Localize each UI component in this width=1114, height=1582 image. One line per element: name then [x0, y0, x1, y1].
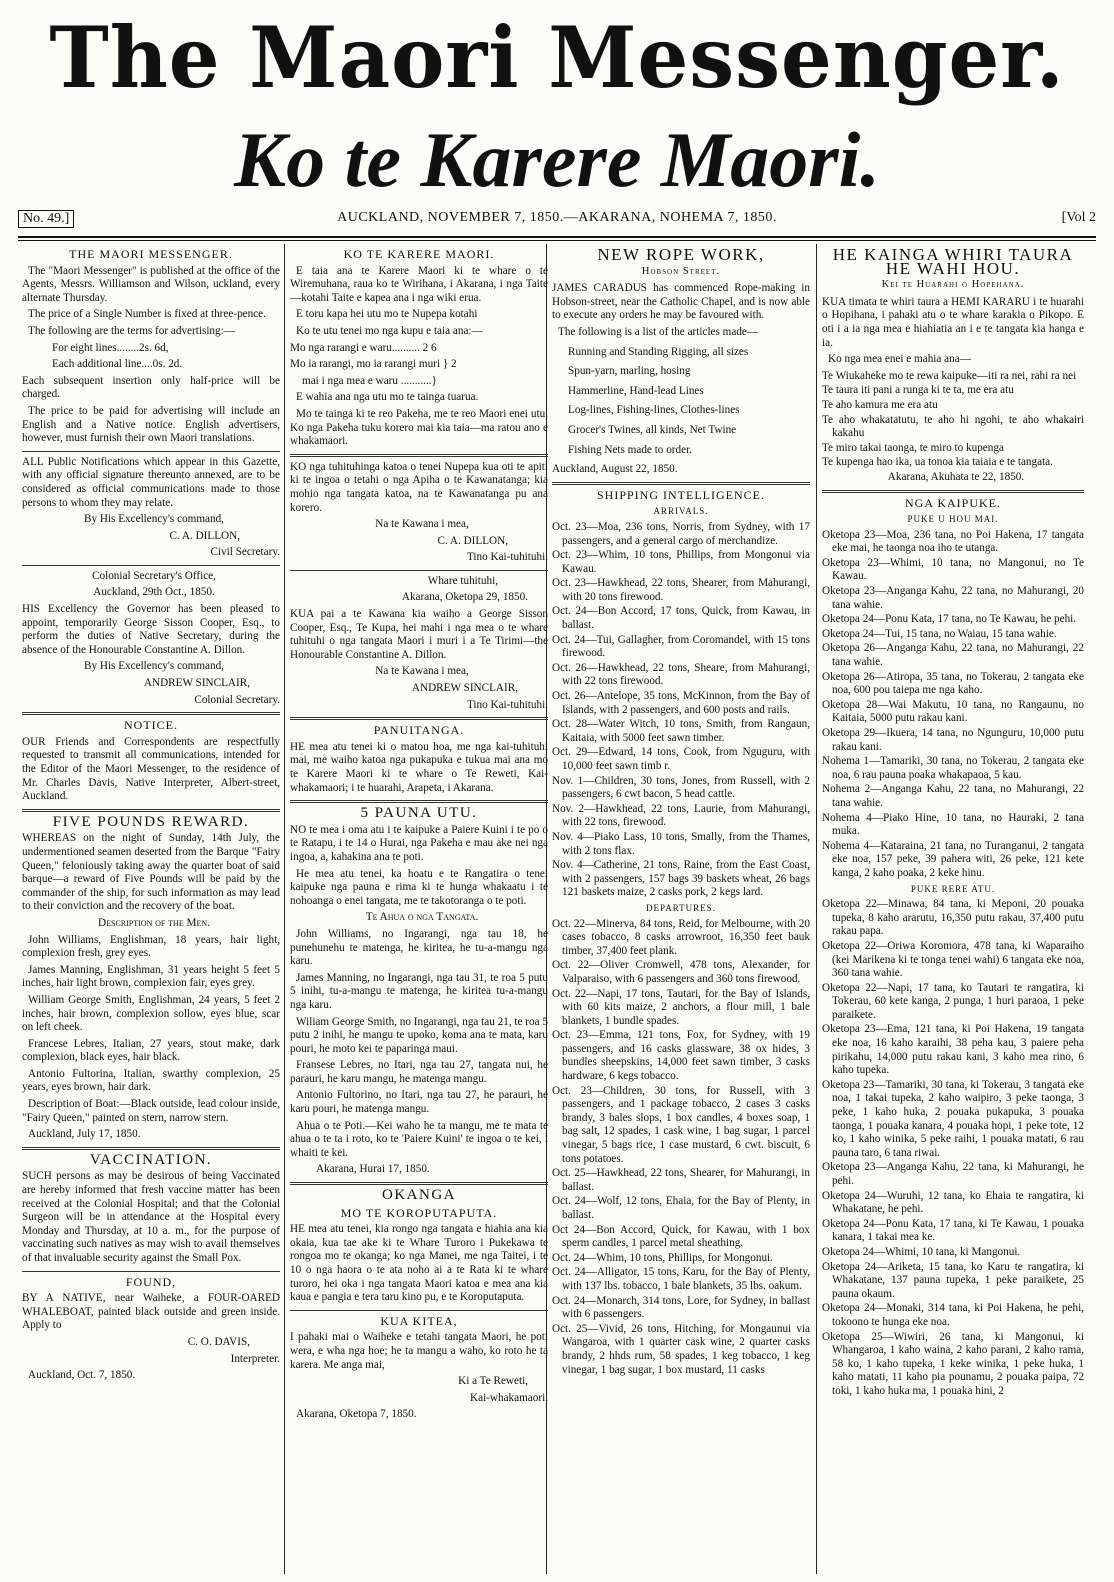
section-heading: KO TE KARERE MAORI. — [343, 247, 495, 261]
section-heading: VACCINATION. — [89, 1151, 213, 1168]
paragraph: NO te mea i oma atu i te kaipuke a Paiere Kuini i te po o te Ratapu, i te 14 o Hurai, nga Pakeha e mau ake nei nga ingoa, a, kahakina ana te poti. — [290, 823, 548, 863]
paragraph: James Manning, no Ingarangi, nga tau 31, te roa 5 putu 5 inihi, tu-a-mangu te matenga, he kiritea tu-a-mangu nga karu. — [290, 971, 548, 1011]
arrival-entry: Oct. 28—Water Witch, 10 tons, Smith, from Rangaun, Kaitaia, with 5000 feet sawn timber. — [552, 718, 810, 744]
arrival-entry: Nohema 1—Tamariki, 30 tana, no Tokerau, 2 tangata eke noa, 6 rau pauna poaka whakapaoa, 5 kau. — [822, 755, 1084, 781]
signature-line: Tino Kai-tuhituhi. — [466, 698, 548, 711]
arrival-entry: Oketopa 26—Anganga Kahu, 22 tana, no Mahurangi, 22 tana wahie. — [822, 642, 1084, 669]
section-heading: NOTICE. — [124, 718, 178, 733]
column-2 — [290, 244, 548, 1574]
date-line: Auckland, August 22, 1850. — [552, 463, 678, 476]
signature-line: Civil Secretary. — [210, 546, 280, 559]
paragraph: E toru kapa hei utu mo te Nupepa kotahi — [296, 308, 478, 321]
signature-line: C. A. DILLON, — [169, 529, 240, 542]
office-line: Auckland, 29th Oct., 1850. — [93, 586, 215, 599]
arrival-entry: Oct. 29—Edward, 14 tons, Cook, from Nguguru, with 10,000 feet sawn timb r. — [552, 746, 810, 772]
rate-line: Mo ia rarangi, mo ia rarangi muri } 2 — [290, 358, 457, 371]
arrival-entry: Oct. 24—Tui, Gallagher, from Coromandel, with 15 tons firewood. — [552, 633, 810, 660]
notification-paragraph: KUA pai a te Kawana kia waiho a George Sisson Cooper, Esq., Te Kupa, hei mahi i nga mea o te whare tuhituhi o nga tangata Maori i muri i a Te Tirimi—the Honourable Constantine A. Dillon. — [290, 608, 548, 661]
arrival-entry: Oct. 24—Bon Accord, 17 tons, Quick, from Kawau, in ballast. — [552, 605, 810, 632]
departure-entry: Oketopa 24—Wuruhi, 12 tana, ko Ehaia te rangatira, ki Whakatane, he pehi. — [822, 1189, 1084, 1216]
arrival-entry: Nohema 4—Piako Hine, 10 tana, no Hauraki, 2 tana muka. — [822, 811, 1084, 838]
whiri-article: Te aho kamura me era atu — [822, 398, 938, 411]
section-subheading: Hobson Street. — [641, 265, 721, 277]
departure-entry: Oct. 23—Children, 30 tons, for Russell, with 3 passengers, and 1 package tobacco, 2 cases 3 casks brandy, 3 bales slops, 1 box candles, 4 boxes soap, 1 bag salt, 12 spades, 1 cask wine, 1 bag sugar, 1 parcel vinegar, 5 bags rice, 1 case mustard, 6 cwt. biscuit, 6 tons potatoes. — [552, 1084, 810, 1165]
divider — [290, 1182, 548, 1185]
departure-entry: Oct. 22—Oliver Cromwell, 478 tons, Alexander, for Valparaiso, with 6 passengers and 360 tons firewood. — [552, 959, 810, 985]
paragraph: Ko te utu tenei mo nga kupu e taia ana:— — [296, 324, 483, 337]
whiri-article: Te aho whakatatutu, te aho hi ngohi, te aho whakairi kakahu — [822, 413, 1084, 440]
rate-line: mai i nga mea e waru ...........} — [302, 374, 437, 387]
office-line: Whare tuhituhi, — [427, 574, 498, 587]
section-subheading: ARRIVALS. — [653, 506, 709, 517]
paragraph: Antonio Fultorina, Italian, swarthy complexion, 25 years, eyes brown, hair dark. — [22, 1067, 280, 1094]
signature-line: Kai-whakamaori. — [470, 1391, 548, 1404]
issue-date: AUCKLAND, NOVEMBER 7, 1850.—AKARANA, NOHEMA 7, 1850. — [337, 210, 777, 225]
arrival-entry: Nov. 1—Children, 30 tons, Jones, from Russell, with 2 passengers, 6 cwt bacon, 5 head cattle. — [552, 774, 810, 801]
column-3 — [552, 244, 810, 1574]
paragraph: Francese Lebres, Italian, 27 years, stout make, dark complexion, black eyes, hair black. — [22, 1037, 280, 1064]
subheading: Description of the Men. — [98, 916, 210, 929]
column-divider — [816, 244, 817, 1574]
departures-list — [552, 918, 810, 1378]
departures-list-maori — [822, 898, 1084, 1398]
arrival-entry: Oketopa 23—Anganga Kahu, 22 tana, no Mahurangi, 20 tana wahie. — [822, 585, 1084, 611]
paragraph: John Williams, Englishman, 18 years, hair light, complexion fresh, grey eyes. — [22, 933, 280, 960]
section-heading: NEW ROPE WORK, — [597, 245, 765, 264]
rope-article: Running and Standing Rigging, all sizes — [568, 345, 749, 358]
section-heading: THE MAORI MESSENGER. — [69, 247, 233, 261]
signature-line: By His Excellency's command, — [84, 513, 224, 526]
rope-article: Log-lines, Fishing-lines, Clothes-lines — [568, 404, 740, 417]
arrival-entry: Nohema 2—Anganga Kahu, 22 tana, no Mahurangi, 22 tana wahie. — [822, 783, 1084, 809]
notification-paragraph: KO nga tuhituhinga katoa o tenei Nupepa kua oti te apiti ki te ingoa o tetahi o nga Apiha o te Kawanatanga; kia mohio nga tangata katoa, na te Kawanatanga pu ana korero. — [290, 460, 548, 514]
paragraph: Each subsequent insertion only half-price will be charged. — [22, 374, 280, 401]
office-line: Akarana, Oketopa 29, 1850. — [401, 591, 528, 604]
paragraph: KUA timata te whiri taura a HEMI KARARU i te huarahi o Hopihana, i pahaki atu o te whare karakia o Pikopo. E oti i a ia nga mea e hiahiatia an i e te tangata kia hanga e ia. — [822, 295, 1084, 349]
departure-entry: Oketopa 23—Tamariki, 30 tana, ki Tokerau, 3 tangata eke noa, 1 takai tupeka, 2 kaho waipiro, 3 peke taonga, 3 peke, 1 kaho huka, 2 pouaka pukapuka, 3 pouaka taonga, 1 pouaka kanara, 4 pouaka hopi, 1 peke tote, 12 ko, 1 kaho winika, 5 peke raihi, 1 pouaka matati, 6 rau pauna taro, 6 tana riwai. — [822, 1078, 1084, 1159]
divider — [290, 454, 548, 457]
masthead-rule — [18, 236, 1096, 238]
section-subheading: MO TE KOROPUTAPUTA. — [340, 1205, 498, 1220]
departure-entry: Oketopa 22—Oriwa Koromora, 478 tana, ki Waparaiho (kei Marikena ki te tonga tenei wahi) 6 tangata eke noa, 360 tana wahie. — [822, 939, 1084, 980]
notification-paragraph: HIS Excellency the Governor has been pleased to appoint, temporarily George Sisson Cooper, Esq., to perform the duties of Native Secretary, during the absence of the Honourable Constantine A. Dillon. — [22, 603, 280, 656]
arrival-entry: Oketopa 28—Wai Makutu, 10 tana, no Rangaunu, no Kaitaia, 5000 putu rakau kani. — [822, 698, 1084, 725]
whiri-article: Te kupenga hao ika, ua tonoa kia taiaia e te tangata. — [822, 456, 1053, 469]
divider — [22, 451, 280, 452]
arrival-entry: Oketopa 26—Atiropa, 35 tana, no Tokerau, 2 tangata eke noa, 600 pou taiepa me nga kaho. — [822, 670, 1084, 697]
divider — [22, 1147, 280, 1150]
paragraph: The price of a Single Number is fixed at three-pence. — [28, 308, 266, 321]
divider — [290, 570, 548, 571]
arrival-entry: Oketopa 23—Moa, 236 tana, no Poi Hakena, 17 tangata eke mai, he taonga noa iho te utanga. — [822, 528, 1084, 555]
divider — [822, 490, 1084, 493]
office-line: Colonial Secretary's Office, — [92, 569, 216, 582]
signature-line: Interpreter. — [230, 1352, 280, 1365]
dateline — [18, 210, 1096, 232]
whiri-article-list — [822, 370, 1084, 470]
signature-line: C. A. DILLON, — [437, 534, 508, 547]
column-1 — [22, 244, 280, 1574]
departure-entry: Oketopa 22—Minawa, 84 tana, ki Meponi, 20 pouaka tupeka, 8 kaho ararutu, 16,350 putu rakau, 37,400 putu rakau papa. — [822, 898, 1084, 938]
paragraph: James Manning, Englishman, 31 years height 5 feet 5 inches, hair light brown, complexion fair, eyes grey. — [22, 963, 280, 990]
paragraph: HE mea atu tenei, kia rongo nga tangata e hiahia ana kia okaia, kua tae ake ki te Whare Turoro i Pukekawa te rongoa mo te okanga; ko nga Manei, me nga Taitei, i te 10 o nga haora o te ata noho ai a te Rata ki te whare turoro, hei oka i nga tangata Maori katoa e mea ana kia kaua e pangia e tera taru kino pu, e te Koroputaputa. — [290, 1223, 548, 1304]
arrival-entry: Oct. 26—Antelope, 35 tons, McKinnon, from the Bay of Islands, with 2 passengers, and 600 posts and rails. — [552, 690, 810, 716]
arrival-entry: Nov. 2—Hawkhead, 22 tons, Laurie, from Mahurangi, with 22 tons, firewood. — [552, 802, 810, 829]
rope-article: Hammerline, Hand-lead Lines — [568, 384, 704, 397]
paragraph: Description of Boat:—Black outside, lead colour inside, "Fairy Queen," painted on stern, narrow stern. — [22, 1098, 280, 1124]
divider — [22, 809, 280, 812]
paragraph: Mo te tainga ki te reo Pakeha, me te reo Maori enei utu. Ko nga Pakeha tuku korero mai kia taia—ma ratou ano e whakamaori. — [290, 407, 548, 448]
departure-entry: Oketopa 24—Ponu Kata, 17 tana, ki Te Kawau, 1 pouaka kanara, 1 takai mea ke. — [822, 1217, 1084, 1244]
divider — [22, 1271, 280, 1272]
section-heading: OKANGA — [382, 1187, 456, 1204]
section-heading: HE KAINGA WHIRI TAURA HE WAHI HOU. — [832, 245, 1074, 278]
signature-line: ANDREW SINCLAIR, — [411, 682, 518, 695]
paragraph: OUR Friends and Correspondents are respectfully requested to transmit all communications, intended for the Editor of the Maori Messenger, to the residence of Mr. Charles Davis, Native Interpreter, Albert-street, Auckland. — [22, 735, 280, 803]
rope-article: Spun-yarn, marling, hosing — [568, 365, 691, 378]
paragraph: Ko nga mea enei e mahia ana— — [828, 353, 971, 366]
paragraph: E taia ana te Karere Maori ki te whare o te Wiremuhana, raua ko te Wirihana, i Akarana, i nga Taite—kotahi Taite e kapea ana i nga wiki erua. — [290, 264, 548, 304]
departure-entry: Oketopa 24—Whimi, 10 tana, ki Mangonui. — [822, 1245, 1021, 1258]
paragraph: Wiliam George Smith, no Ingarangi, nga tau 21, te roa 5 putu 2 inihi, he mangu te upoko, koma ana te mata, karu pouri, he moto kei te paparinga maui. — [290, 1015, 548, 1055]
departure-entry: Oct 24—Bon Accord, Quick, for Kawau, with 1 box sperm candles, 1 parcel metal sheathing. — [552, 1223, 810, 1250]
column-divider — [284, 244, 285, 1574]
divider — [22, 565, 280, 566]
rope-article: Grocer's Twines, all kinds, Net Twine — [568, 423, 737, 436]
section-heading: KUA KITEA, — [380, 1313, 458, 1328]
departure-entry: Oct. 25—Vivid, 26 tons, Hitching, for Mongaunui via Wangaroa, with 1 quarter cask wine, 2 quarter casks brandy, 2 hhds rum, 58 spades, 1 keg tobacco, 1 keg vinegar, 1 bag sugar, 1 box mustard, 11 casks — [552, 1322, 810, 1376]
arrival-entry: Nov. 4—Catherine, 21 tons, Raine, from the East Coast, with 2 passengers, 157 bags 39 baskets wheat, 26 bags 121 baskets maize, 2 casks pork, 2 kegs lard. — [552, 859, 810, 899]
paragraph: Fransese Lebres, no Itari, nga tau 27, tangata nui, he parauri, he karu mangu, he matenga mangu. — [290, 1059, 548, 1085]
masthead-rule-thin — [18, 240, 1096, 241]
signature-line: Tino Kai-tuhituhi. — [466, 551, 548, 564]
arrival-entry: Oketopa 24—Ponu Kata, 17 tana, no Te Kawau, he pehi. — [822, 613, 1077, 626]
paragraph: He mea atu tenei, ka hoatu e te Rangatira o tenei kaipuke nga pauna e rima ki te hunga whakaatu i te nohoanga o enei tangata, me te takotoranga o te poti. — [290, 867, 548, 907]
subheading: Te Ahua o nga Tangata. — [365, 911, 479, 924]
departure-entry: Oct. 24—Wolf, 12 tons, Ehaia, for the Bay of Plenty, in ballast. — [552, 1195, 810, 1221]
departure-entry: Oct. 24—Monarch, 314 tons, Lore, for Sydney, in ballast with 6 passengers. — [552, 1294, 810, 1321]
section-heading: SHIPPING INTELLIGENCE. — [597, 487, 765, 502]
section-heading: 5 PAUNA UTU. — [360, 805, 478, 822]
arrivals-list — [552, 521, 810, 900]
departure-entry: Oct. 25—Hawkhead, 22 tons, Shearer, for Mahurangi, in ballast. — [552, 1167, 810, 1193]
departure-entry: Oketopa 24—Ariketa, 15 tana, ko Karu te rangatira, ki Whakatane, 137 pauna tupeka, 1 peke paraikete, 25 pauna okaum. — [822, 1260, 1084, 1300]
paragraph: Ahua o te Poti.—Kei waho he ta mangu, me te mata te ahua o te ta i roto, ko te 'Paiere Kuini' te ingoa o te kei, i whaiti te kei. — [290, 1119, 548, 1159]
departure-entry: Oct. 24—Alligator, 15 tons, Karu, for the Bay of Plenty, with 137 lbs. tobacco, 1 bale blankets, 35 lbs. oakum. — [552, 1266, 810, 1292]
signature-line: Ki a Te Reweti, — [458, 1375, 528, 1388]
divider — [290, 717, 548, 720]
arrivals-list-maori — [822, 529, 1084, 881]
signature-line: By His Excellency's command, — [84, 660, 224, 673]
rate-line: Each additional line....0s. 2d. — [52, 358, 183, 371]
signature-line: Na te Kawana i mea, — [375, 518, 469, 531]
arrival-entry: Oct. 23—Moa, 236 tons, Norris, from Sydney, with 17 passengers, and a general cargo of merchandize. — [552, 520, 810, 547]
paragraph: The following is a list of the articles made— — [558, 325, 759, 338]
date-line: Auckland, Oct. 7, 1850. — [28, 1369, 136, 1382]
arrival-entry: Oketopa 29—Ikuera, 14 tana, no Ngunguru, 10,000 putu rakau kani. — [822, 727, 1084, 753]
notification-paragraph: ALL Public Notifications which appear in this Gazette, with any official signature thereunto annexed, are to be considered as official communications made to those persons to whom they may relate. — [22, 455, 280, 509]
arrival-entry: Nohema 4—Kataraina, 21 tana, no Turanganui, 2 tangata eke noa, 157 peke, 39 pahera witi, 26 peke, 121 kete kanga, 2 kaho poaka, 2 keke hinu. — [822, 839, 1084, 879]
masthead-title-maori: Ko te Karere Maori. — [234, 116, 880, 203]
paragraph: William George Smith, Englishman, 24 years, 5 feet 2 inches, hair brown, complexion sollow, eyes blue, scar on left cheek. — [22, 993, 280, 1034]
paragraph: The following are the terms for advertising:— — [28, 324, 235, 337]
arrival-entry: Oketopa 23—Whimi, 10 tana, no Mangonui, no Te Kawau. — [822, 556, 1084, 583]
arrival-entry: Oct. 23—Hawkhead, 22 tons, Shearer, from Mahurangi, with 20 tons firewood. — [552, 577, 810, 603]
departure-entry: Oct. 22—Napi, 17 tons, Tautari, for the Bay of Islands, with 60 kits maize, 2 anchors, a flour mill, 1 bale blankets, 1 bundle spades. — [552, 987, 810, 1027]
date-line: Auckland, July 17, 1850. — [28, 1128, 141, 1141]
masthead — [0, 0, 1114, 245]
section-subheading: Kei te Huarahi o Hopehana. — [881, 279, 1025, 291]
rate-line: Mo nga rarangi e waru.......... 2 6 — [290, 341, 437, 354]
volume-number: [Vol 2 — [1061, 210, 1096, 225]
rate-line: For eight lines........2s. 6d, — [52, 341, 169, 354]
divider — [290, 1310, 548, 1311]
departure-entry: Oketopa 22—Napi, 17 tana, ko Tautari te rangatira, ki Tokerau, 60 kete kanga, 2 punga, 1 huri paraoa, 1 peke paraikete. — [822, 981, 1084, 1021]
paragraph: John Williams, no Ingarangi, nga tau 18, he punehunehu te matenga, he kiritea, he tu-a-mangu nga karu. — [290, 927, 548, 968]
whiri-article: Te miro takai taonga, te miro to kupenga — [822, 441, 1004, 454]
arrival-entry: Nov. 4—Piako Lass, 10 tons, Smally, from the Thames, with 2 tons flax. — [552, 830, 810, 857]
paragraph: E wahia ana nga utu mo te tainga tuarua. — [296, 391, 479, 404]
arrival-entry: Oct. 23—Whim, 10 tons, Phillips, from Mongonui via Kawau. — [552, 549, 810, 575]
section-heading: NGA KAIPUKE. — [905, 495, 1001, 510]
section-heading: FIVE POUNDS REWARD. — [52, 813, 250, 830]
divider — [290, 800, 548, 803]
paragraph: Antonio Fultorino, no Itari, nga tau 27, he parauri, he karu pouri, he matenga mangu. — [290, 1089, 548, 1116]
departure-entry: Oct. 23—Emma, 121 tons, Fox, for Sydney, with 19 passengers, and 16 casks glassware, 38 ox hides, 3 bundles sheepskins, 14,000 feet sawn timber, 3 casks hardware, 6 kegs tobacco. — [552, 1029, 810, 1083]
signature-line: ANDREW SINCLAIR, — [143, 677, 250, 690]
section-subheading: PUKE RERE ATU. — [910, 883, 996, 894]
signature-line: C. O. DAVIS, — [187, 1335, 250, 1348]
section-heading: PANUITANGA. — [373, 723, 465, 738]
whiri-article: Te Wiukaheke mo te rewa kaipuke—iti ra nei, rahi ra nei — [822, 369, 1077, 382]
issue-number: No. 49.] — [18, 210, 74, 228]
paragraph: I pahaki mai o Waiheke e tetahi tangata Maori, he poti wera, e wha nga hoe; he ta mangu a waho, ko roto he ta karera. Me anga mai, — [290, 1331, 548, 1371]
paragraph: BY A NATIVE, near Waiheke, a FOUR-OARED WHALEBOAT, painted black outside and green inside. Apply to — [22, 1292, 280, 1332]
paragraph: SUCH persons as may be desirous of being Vaccinated are hereby informed that fresh vaccine matter has been received at the Colonial Hospital; and that the Colonial Surgeon will be in attendance at the Hospital every Monday and Thursday, at 10 a. m., for the purpose of vaccinating such natives as may wish to avail themselves of that invaluable security against the Small Pox. — [22, 1170, 280, 1264]
departure-entry: Oketopa 25—Wiwiri, 26 tana, ki Mangonui, ki Whangaroa, 1 kaho waina, 2 kaho parani, 2 kaho rama, 58 ko, 1 kaho tupeka, 1 keke winika, 1 peke huka, 1 kaho matati, 11 kaho pia pounamu, 2 pouaka paipa, 72 toki, 1 kaho huka ma, 1 pouaka hini, 2 — [822, 1330, 1084, 1397]
masthead-title-english: The Maori Messenger. — [49, 8, 1065, 107]
paragraph: HE mea atu tenei ki o matou hoa, me nga kai-tuhituhi mai, me waiho katoa nga pukapuka e tukua mai ana mo te Karere Maori ki te whare o Te Reweti, Kai-whakamaori; i te huarahi, Arapeta, i Akarana. — [290, 740, 548, 794]
paragraph: WHEREAS on the night of Sunday, 14th July, the undermentioned seamen deserted from the Barque "Fairy Queen," feloniously taking away the quarter boat of said barque—a reward of Five Pounds will be paid by the commander of the ship, for such information as may lead to their conviction and the recovery of the boat. — [22, 832, 280, 913]
signature-line: Colonial Secretary. — [194, 693, 280, 706]
divider — [552, 482, 810, 485]
departure-entry: Oct. 22—Minerva, 84 tons, Reid, for Melbourne, with 20 cases tobacco, 8 casks arrowroot, 16,350 feet bauk timber, 37,400 feet plank. — [552, 917, 810, 957]
date-line: Akarana, Hurai 17, 1850. — [316, 1163, 430, 1176]
whiri-article: Te taura iti pani a runga ki te ta, me era atu — [822, 384, 1014, 397]
date-line: Akarana, Akuhata te 22, 1850. — [887, 470, 1025, 483]
paragraph: The price to be paid for advertising will include an English and a Native notice. English advertisers, however, must furnish their own Maori translations. — [22, 404, 280, 445]
divider — [22, 712, 280, 715]
arrival-entry: Oketopa 24—Tui, 15 tana, no Waiau, 15 tana wahie. — [822, 627, 1057, 640]
section-subheading: DEPARTURES. — [646, 902, 716, 913]
departure-entry: Oketopa 23—Ema, 121 tana, ki Poi Hakena, 19 tangata eke noa, 16 kaho karaihi, 38 peha kau, 3 paiere peha pirikahu, 14,000 putu rakau kani, 3 kaho mea rino, 6 kaho tupeka. — [822, 1023, 1084, 1077]
signature-line: Na te Kawana i mea, — [375, 665, 469, 678]
arrival-entry: Oct. 26—Hawkhead, 22 tons, Sheare, from Mahurangi, with 22 tons firewood. — [552, 661, 810, 688]
departure-entry: Oct. 24—Whim, 10 tons, Phillips, for Mongonui. — [552, 1251, 773, 1264]
section-subheading: PUKE U HOU MAI. — [907, 514, 999, 525]
departure-entry: Oketopa 23—Anganga Kahu, 22 tana, ki Mahurangi, he pehi. — [822, 1161, 1084, 1187]
rope-article: Fishing Nets made to order. — [568, 443, 692, 456]
paragraph: JAMES CARADUS has commenced Rope-making in Hobson-street, near the Catholic Chapel, and is now able to execute any orders he may be favoured with. — [552, 282, 810, 322]
rope-article-list — [552, 346, 810, 458]
departure-entry: Oketopa 24—Monaki, 314 tana, ki Poi Hakena, he pehi, tokoono te hunga eke noa. — [822, 1302, 1084, 1328]
paragraph: The "Maori Messenger" is published at the office of the Agents, Messrs. Williamson and Wilson, uckland, every alternate Thursday. — [22, 264, 280, 304]
date-line: Akarana, Oketopa 7, 1850. — [296, 1408, 417, 1421]
column-4 — [822, 244, 1084, 1574]
section-heading: FOUND, — [125, 1274, 177, 1289]
